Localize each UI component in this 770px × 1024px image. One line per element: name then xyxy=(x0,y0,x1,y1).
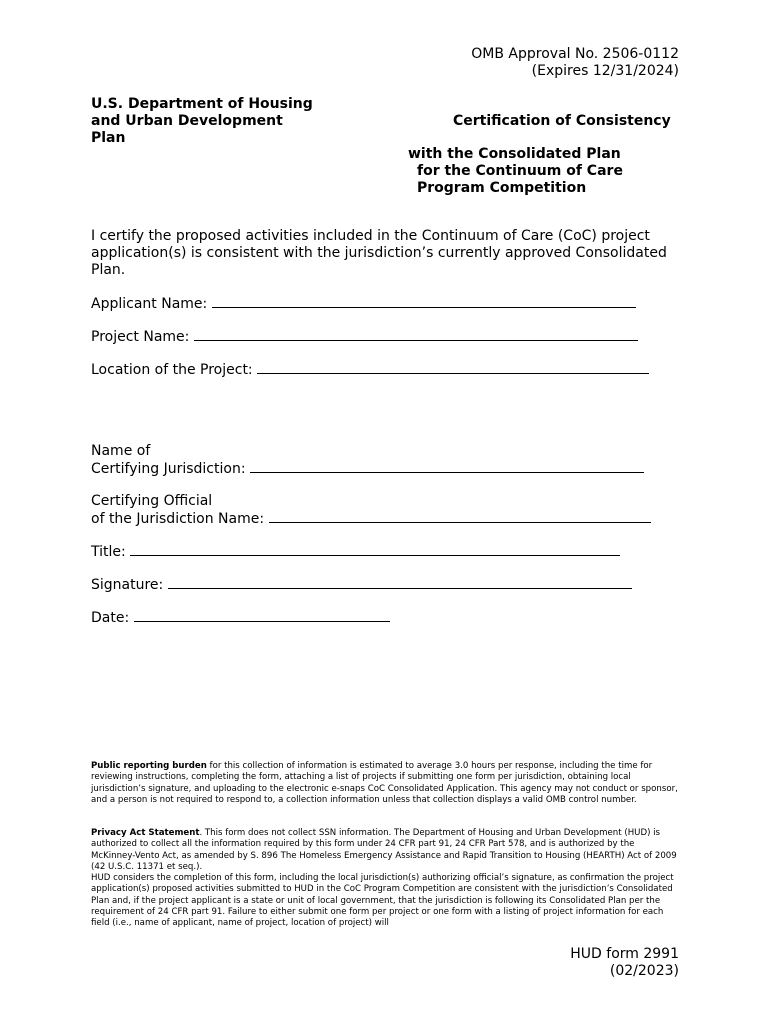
signature-line[interactable] xyxy=(168,576,632,589)
title-field[interactable] xyxy=(91,543,620,561)
jurisdiction-line[interactable] xyxy=(250,460,644,473)
official-label-line-2: of the Jurisdiction Name: xyxy=(91,511,265,527)
public-reporting-burden xyxy=(91,761,681,806)
form-title-line-1: Certification of Consistency xyxy=(453,113,671,129)
location-field[interactable] xyxy=(91,361,649,379)
applicant-name-field[interactable] xyxy=(91,295,636,313)
date-line[interactable] xyxy=(134,609,390,622)
jurisdiction-label-line-2: Certifying Jurisdiction: xyxy=(91,461,246,477)
certifying-jurisdiction-field[interactable] xyxy=(91,443,644,478)
form-number: HUD form 2991 xyxy=(570,946,679,962)
form-footer xyxy=(570,946,679,980)
agency-line-1: U.S. Department of Housing xyxy=(91,96,313,112)
privacy-act-text-2: HUD considers the completion of this form, including the local jurisdiction(s) authorizing official’s signature, as confirmation the project application(s) proposed activities submitted to HUD in the CoC Program Competition are consistent with the jurisdiction’s Consolidated Plan and, if the project applicant is a state or unit of local government, that the jurisdiction is following its Consolidated Plan per the requirement of 24 CFR part 91. Failure to either submit one form per project or one form with a listing of project information for each field (i.e., name of applicant, name of project, location of project) will xyxy=(91,873,674,929)
agency-line-3: Plan xyxy=(91,130,126,146)
privacy-act-text: . This form does not collect SSN information. The Department of Housing and Urban Development (HUD) is authorized to collect all the information required by this form under 24 CFR part 91, 24 CFR Part 578, and is authorized by the McKinney-Vento Act, as amended by S. 896 The Homeless Emergency Assistance and Rapid Transition to Housing (HEARTH) Act of 2009 (42 U.S.C. 11371 et seq.). xyxy=(91,828,677,872)
title-line[interactable] xyxy=(130,543,620,556)
signature-label: Signature: xyxy=(91,577,164,593)
public-reporting-text: for this collection of information is estimated to average 3.0 hours per response, including the time for reviewing instructions, completing the form, attaching a list of projects if submitting one form per jurisdiction, obtaining local jurisdiction’s signature, and uploading to the electronic e-snaps CoC Consolidated Application. This agency may not conduct or sponsor, and a person is not required to respond to, a collection information unless that collection displays a valid OMB control number. xyxy=(91,761,678,805)
applicant-name-line[interactable] xyxy=(212,295,636,308)
public-reporting-heading: Public reporting burden xyxy=(91,761,207,771)
omb-approval-number: OMB Approval No. 2506-0112 xyxy=(471,46,679,62)
agency-line-2: and Urban Development xyxy=(91,113,283,129)
project-name-field[interactable] xyxy=(91,328,638,346)
title-label: Title: xyxy=(91,544,126,560)
form-revision-date: (02/2023) xyxy=(609,963,679,979)
privacy-act-heading: Privacy Act Statement xyxy=(91,828,200,838)
agency-name xyxy=(91,96,321,147)
certifying-official-field[interactable] xyxy=(91,493,651,528)
official-line[interactable] xyxy=(269,510,651,523)
certification-statement: I certify the proposed activities included in the Continuum of Care (CoC) project application(s) is consistent with the jurisdiction’s currently approved Consolidated Plan. xyxy=(91,228,667,278)
signature-field[interactable] xyxy=(91,576,632,594)
date-field[interactable] xyxy=(91,609,390,627)
form-title-line-4: Program Competition xyxy=(417,180,587,196)
jurisdiction-label-line-1: Name of xyxy=(91,443,151,459)
privacy-act-statement xyxy=(91,828,681,930)
omb-expiration: (Expires 12/31/2024) xyxy=(531,63,679,79)
form-title-line-3: for the Continuum of Care xyxy=(417,163,623,179)
location-line[interactable] xyxy=(257,361,649,374)
applicant-name-label: Applicant Name: xyxy=(91,296,208,312)
project-name-label: Project Name: xyxy=(91,329,190,345)
date-label: Date: xyxy=(91,610,130,626)
project-name-line[interactable] xyxy=(194,328,638,341)
official-label-line-1: Certifying Official xyxy=(91,493,213,509)
form-title-line-2: with the Consolidated Plan xyxy=(408,146,621,162)
omb-approval-block xyxy=(471,46,679,80)
location-label: Location of the Project: xyxy=(91,362,253,378)
